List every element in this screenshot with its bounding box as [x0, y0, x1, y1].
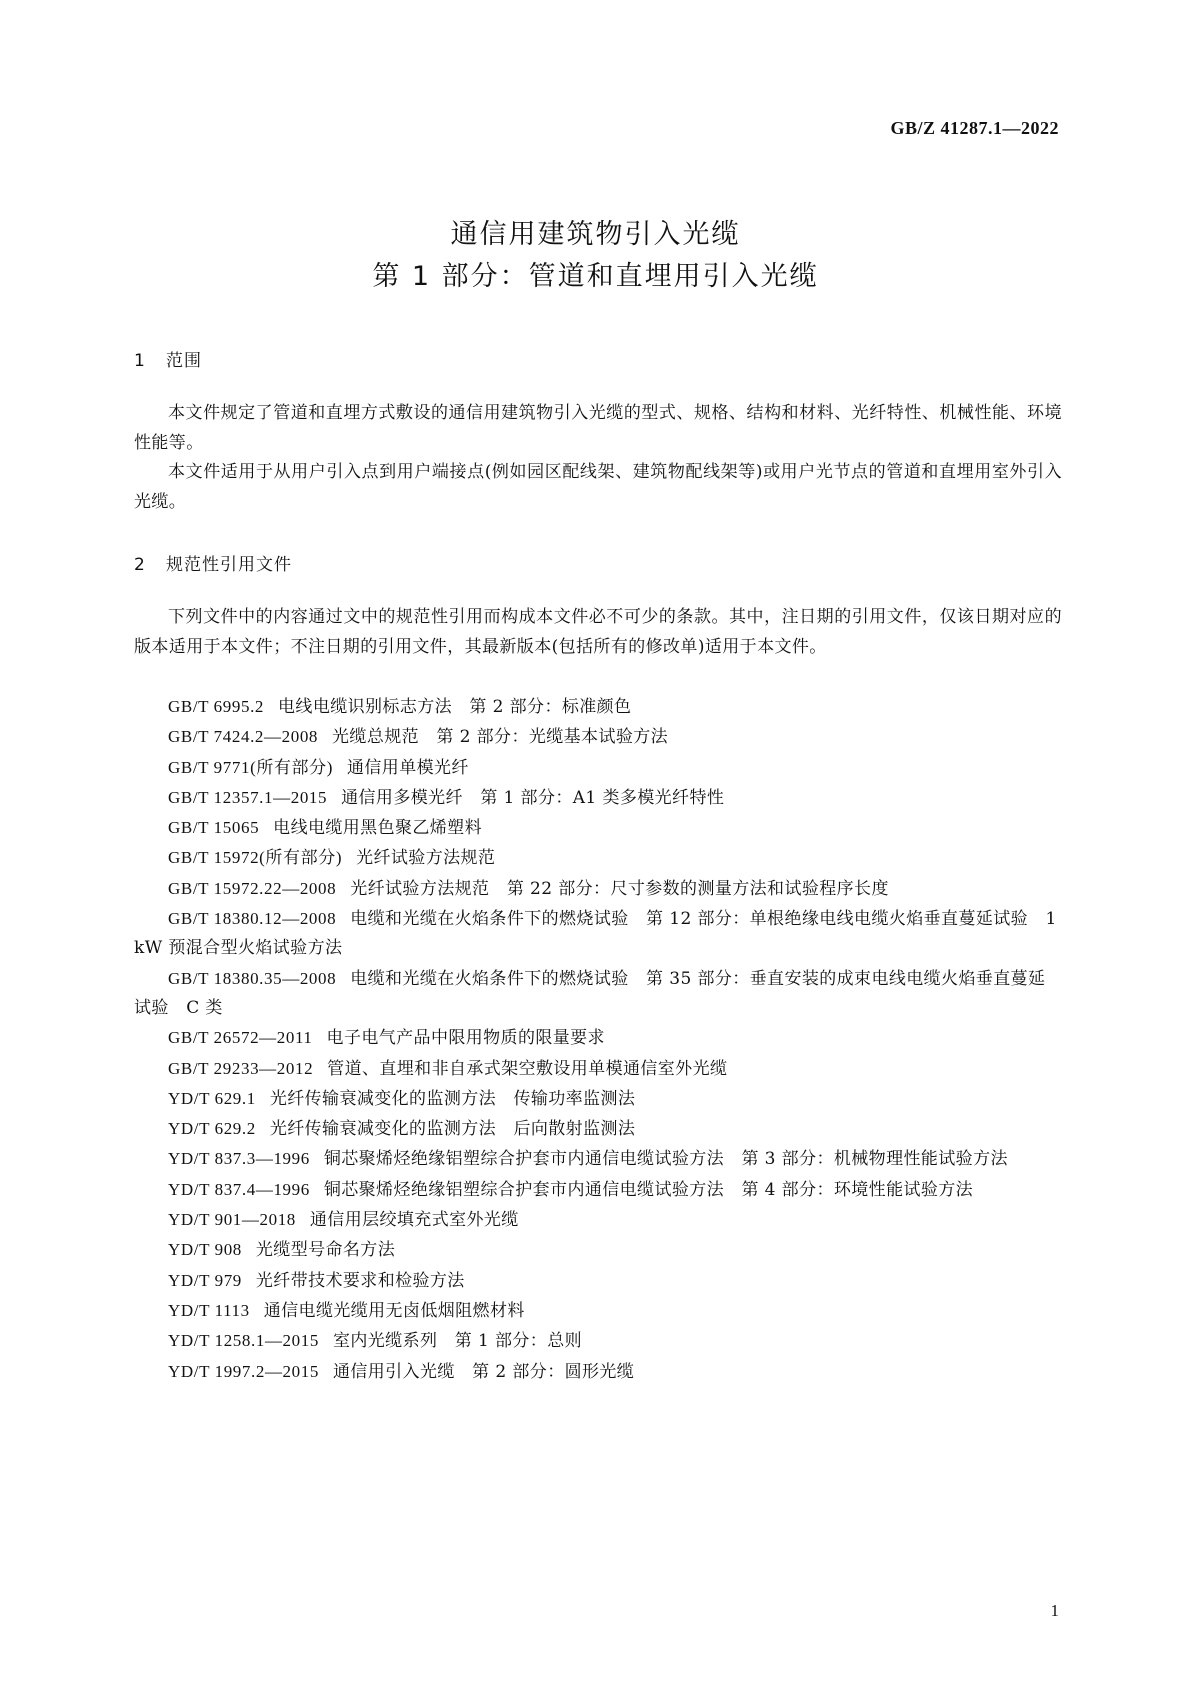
reference-title: 光纤试验方法规范	[356, 848, 496, 869]
reference-title: 光缆总规范 第 2 部分：光缆基本试验方法	[332, 727, 669, 748]
reference-code: YD/T 629.2	[168, 1119, 256, 1139]
reference-item	[134, 1054, 1062, 1084]
reference-item	[134, 1205, 1062, 1235]
reference-item	[134, 692, 1062, 722]
reference-title: 光纤传输衰减变化的监测方法 传输功率监测法	[269, 1088, 636, 1109]
reference-code: GB/T 18380.12—2008	[168, 909, 337, 929]
reference-title: 通信用单模光纤	[347, 757, 469, 778]
reference-list	[134, 692, 1062, 1387]
reference-code: GB/T 15065	[168, 818, 260, 838]
reference-item	[134, 1235, 1062, 1265]
reference-code: GB/T 26572—2011	[168, 1028, 313, 1048]
reference-code: GB/T 9771(所有部分)	[168, 757, 333, 777]
reference-title: 电子电气产品中限用物质的限量要求	[326, 1028, 605, 1049]
reference-title: 光纤传输衰减变化的监测方法 后向散射监测法	[269, 1119, 636, 1140]
reference-code: GB/T 29233—2012	[168, 1058, 314, 1078]
reference-item	[134, 964, 1062, 1024]
reference-code: GB/T 15972.22—2008	[168, 878, 337, 898]
reference-code: YD/T 901—2018	[168, 1210, 296, 1230]
reference-code: YD/T 979	[168, 1270, 242, 1290]
reference-title: 通信用层绞填充式室外光缆	[309, 1210, 519, 1231]
paragraph: 下列文件中的内容通过文中的规范性引用而构成本文件必不可少的条款。其中，注日期的引用文件，仅该日期对应的版本适用于本文件；不注日期的引用文件，其最新版本(包括所有的修改单)适用于本文件。	[134, 607, 1062, 657]
section-2-heading	[134, 550, 292, 575]
reference-title: 室内光缆系列 第 1 部分：总则	[332, 1331, 582, 1352]
section-title: 范围	[166, 351, 202, 371]
reference-code: YD/T 837.3—1996	[168, 1149, 310, 1169]
section-2-intro	[134, 603, 1062, 662]
reference-title: 通信电缆光缆用无卤低烟阻燃材料	[263, 1300, 525, 1321]
reference-item	[134, 1266, 1062, 1296]
reference-title: 铜芯聚烯烃绝缘铝塑综合护套市内通信电缆试验方法 第 4 部分：环境性能试验方法	[323, 1179, 974, 1200]
reference-code: GB/T 18380.35—2008	[168, 968, 337, 988]
reference-item	[134, 1114, 1062, 1144]
reference-title: 管道、直埋和非自承式架空敷设用单模通信室外光缆	[327, 1058, 728, 1079]
reference-code: YD/T 1113	[168, 1300, 250, 1320]
reference-code: GB/T 6995.2	[168, 697, 265, 716]
section-number: 2	[134, 555, 146, 575]
reference-code: GB/T 7424.2—2008	[168, 727, 319, 747]
reference-item	[134, 1084, 1062, 1114]
paragraph: 本文件适用于从用户引入点到用户端接点(例如园区配线架、建筑物配线架等)或用户光节点的管道和直埋用室外引入光缆。	[134, 462, 1062, 512]
reference-item	[134, 783, 1062, 813]
reference-code: YD/T 1258.1—2015	[168, 1331, 319, 1351]
reference-item	[134, 722, 1062, 752]
reference-item	[134, 1296, 1062, 1326]
reference-item	[134, 843, 1062, 873]
reference-item	[134, 1175, 1062, 1205]
reference-item	[134, 1023, 1062, 1053]
reference-title: 铜芯聚烯烃绝缘铝塑综合护套市内通信电缆试验方法 第 3 部分：机械物理性能试验方法	[323, 1149, 1008, 1170]
paragraph: 本文件规定了管道和直埋方式敷设的通信用建筑物引入光缆的型式、规格、结构和材料、光纤特性、机械性能、环境性能等。	[134, 403, 1062, 453]
reference-title: 电缆和光缆在火焰条件下的燃烧试验 第 35 部分：垂直安装的成束电线电缆火焰垂直蔓延试验 C 类	[134, 968, 1046, 1018]
reference-code: YD/T 908	[168, 1240, 242, 1260]
section-1-body	[134, 399, 1062, 517]
document-title-line1: 通信用建筑物引入光缆	[450, 219, 741, 250]
reference-code: GB/T 15972(所有部分)	[168, 848, 343, 868]
reference-code: GB/T 12357.1—2015	[168, 787, 328, 807]
reference-item	[134, 1357, 1062, 1387]
reference-item	[134, 904, 1062, 964]
reference-item	[134, 1144, 1062, 1174]
section-1-heading	[134, 346, 202, 371]
reference-title: 通信用多模光纤 第 1 部分：A1 类多模光纤特性	[341, 787, 725, 808]
reference-item	[134, 753, 1062, 783]
page-number: 1	[1050, 1601, 1059, 1620]
section-title: 规范性引用文件	[166, 555, 292, 575]
reference-item	[134, 1326, 1062, 1356]
reference-title: 电线电缆识别标志方法 第 2 部分：标准颜色	[278, 697, 632, 717]
reference-title: 光缆型号命名方法	[255, 1240, 396, 1261]
reference-code: YD/T 1997.2—2015	[168, 1361, 319, 1381]
reference-title: 光纤试验方法规范 第 22 部分：尺寸参数的测量方法和试验程序长度	[350, 878, 889, 899]
reference-title: 电缆和光缆在火焰条件下的燃烧试验 第 12 部分：单根绝缘电线电缆火焰垂直蔓延试验 1 kW 预混合型火焰试验方法	[134, 909, 1057, 959]
reference-code: YD/T 837.4—1996	[168, 1179, 310, 1199]
section-number: 1	[134, 351, 146, 371]
reference-title: 通信用引入光缆 第 2 部分：圆形光缆	[332, 1361, 635, 1382]
standard-code: GB/Z 41287.1—2022	[890, 118, 1059, 138]
reference-item	[134, 813, 1062, 843]
reference-code: YD/T 629.1	[168, 1088, 256, 1108]
reference-title: 光纤带技术要求和检验方法	[255, 1270, 465, 1291]
reference-item	[134, 874, 1062, 904]
document-title-line2: 第 1 部分：管道和直埋用引入光缆	[372, 261, 819, 292]
reference-title: 电线电缆用黑色聚乙烯塑料	[273, 818, 482, 839]
